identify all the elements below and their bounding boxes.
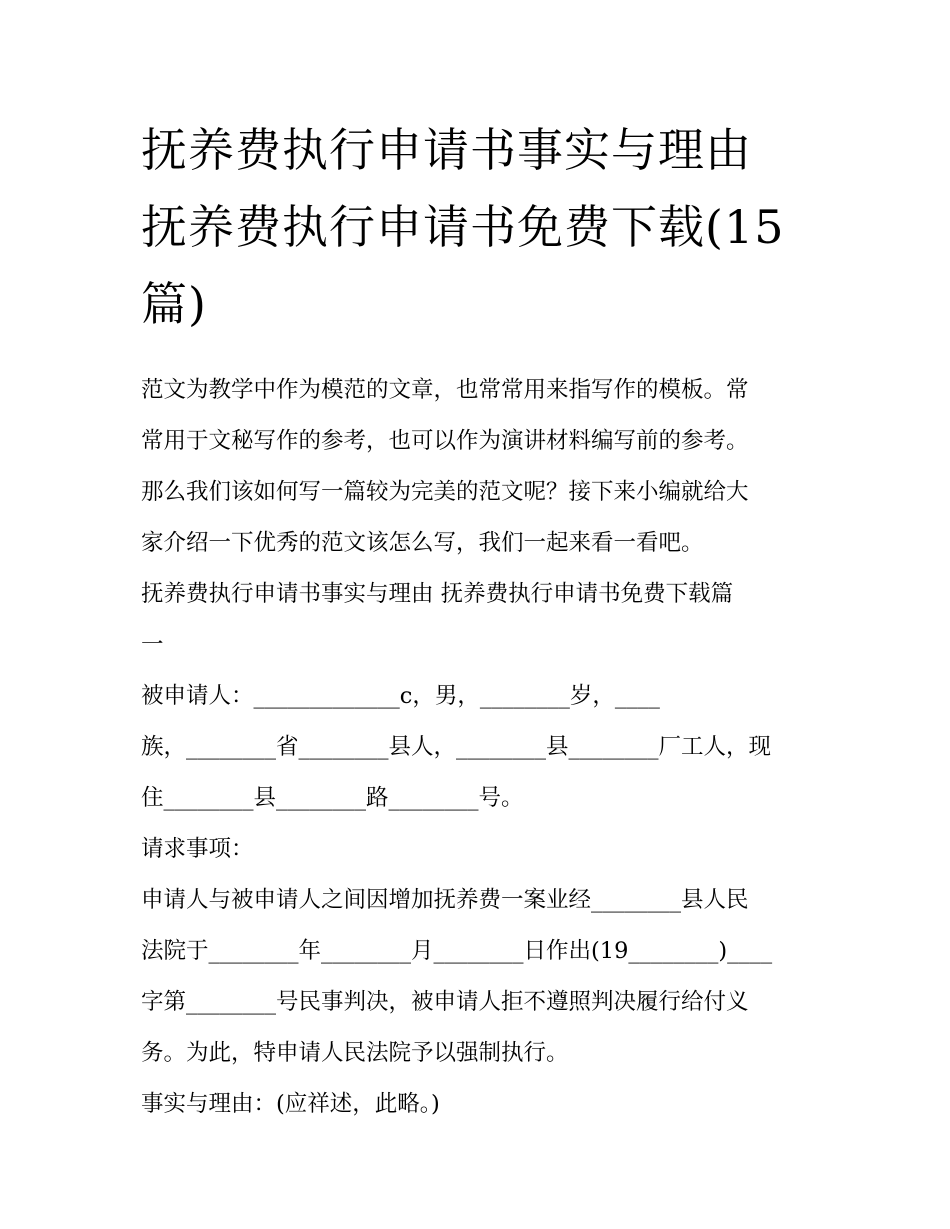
request-label: 请求事项： xyxy=(141,836,254,862)
intro-line: 范文为教学中作为模范的文章，也常常用来指写作的模板。常 xyxy=(141,377,749,403)
intro-line: 家介绍一下优秀的范文该怎么写，我们一起来看一看吧。 xyxy=(141,530,704,556)
title-line: 抚养费执行申请书事实与理由 xyxy=(141,123,752,177)
title-line: 抚养费执行申请书免费下载(15 xyxy=(141,200,785,254)
respondent-line: 族，________省________县人，________县________厂工人，现 xyxy=(141,734,772,760)
intro-line: 那么我们该如何写一篇较为完美的范文呢？接下来小编就给大 xyxy=(141,479,749,505)
facts-line: 事实与理由：(应祥述，此略。) xyxy=(141,1091,440,1117)
respondent-line: 住________县________路________号。 xyxy=(141,785,524,811)
title-line: 篇) xyxy=(141,277,207,331)
document-page xyxy=(141,112,821,1130)
request-line: 字第________号民事判决，被申请人拒不遵照判决履行给付义 xyxy=(141,989,749,1015)
section-heading-line: 抚养费执行申请书事实与理由 抚养费执行申请书免费下载篇 xyxy=(141,581,734,607)
request-line: 法院于________年________月________日作出(19________)____ xyxy=(141,938,773,964)
request-line: 申请人与被申请人之间因增加抚养费一案业经________县人民 xyxy=(141,887,749,913)
intro-line: 常用于文秘写作的参考，也可以作为演讲材料编写前的参考。 xyxy=(141,428,749,454)
document-title xyxy=(141,112,821,343)
document-body xyxy=(141,365,821,1130)
section-heading-line: 一 xyxy=(141,632,164,658)
request-line: 务。为此，特申请人民法院予以强制执行。 xyxy=(141,1040,569,1066)
respondent-line: 被申请人：_____________c，男，________岁，____ xyxy=(141,683,660,709)
